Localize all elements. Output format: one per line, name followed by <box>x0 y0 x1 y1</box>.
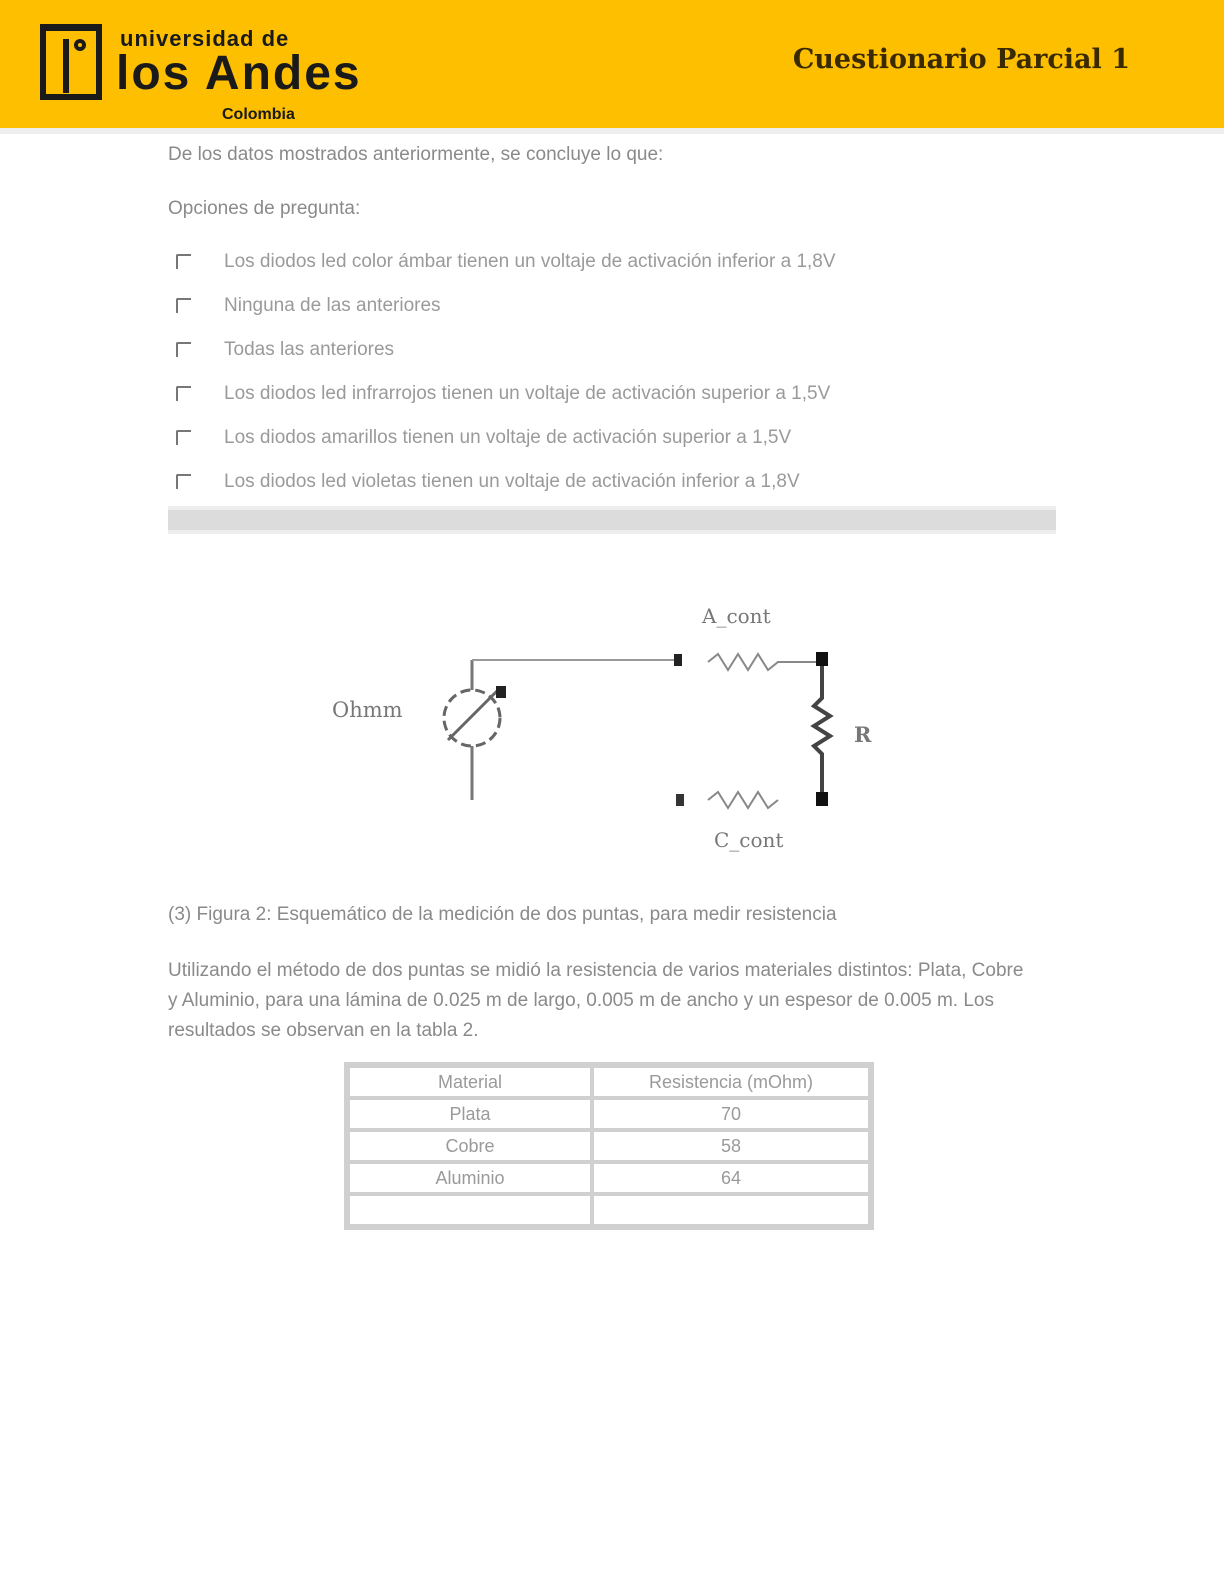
logo-line-1: universidad de <box>120 26 290 51</box>
logo-line-2: los Andes <box>116 47 362 100</box>
bottom-contact-resistance <box>708 792 778 808</box>
label-r: R <box>854 722 872 747</box>
terminal-bottom-right <box>816 792 828 806</box>
document-title: Cuestionario Parcial 1 <box>792 44 1130 75</box>
label-c-cont: C_cont <box>714 828 784 852</box>
table-cell: Plata <box>348 1098 592 1130</box>
radio-icon[interactable] <box>176 298 191 313</box>
ohmmeter-arrow <box>448 690 498 740</box>
terminal-bottom-left <box>676 794 684 806</box>
page-header <box>0 0 1224 134</box>
answer-option-label: Los diodos led color ámbar tienen un voltaje de activación inferior a 1,8V <box>224 251 836 272</box>
radio-icon[interactable] <box>176 474 191 489</box>
results-table-wrapper <box>344 1062 874 1230</box>
circuit-figure <box>320 590 920 870</box>
circuit-diagram <box>320 590 920 870</box>
table-cell: Cobre <box>348 1130 592 1162</box>
section-divider <box>168 506 1056 534</box>
answer-option-label: Todas las anteriores <box>224 339 395 360</box>
answer-options <box>170 248 1030 512</box>
radio-icon[interactable] <box>176 342 191 357</box>
label-ohmmeter: Ohmm <box>332 698 403 722</box>
table-cell: 58 <box>592 1130 870 1162</box>
terminal-top-right <box>816 652 828 666</box>
options-label: Opciones de pregunta: <box>168 198 361 219</box>
answer-option[interactable] <box>170 424 1030 468</box>
ohmmeter-arrow-head <box>496 686 506 698</box>
table-header-row <box>348 1066 870 1098</box>
column-header-resistance: Resistencia (mOhm) <box>592 1066 870 1098</box>
logo-line-3: Colombia <box>222 106 295 123</box>
results-table <box>344 1062 874 1230</box>
answer-option[interactable] <box>170 380 1030 424</box>
answer-option-label: Los diodos led infrarrojos tienen un voltaje de activación superior a 1,5V <box>224 383 831 404</box>
resistor-r <box>814 666 830 792</box>
answer-option-label: Los diodos led violetas tienen un voltaje de activación inferior a 1,8V <box>224 471 800 492</box>
label-a-cont: A_cont <box>702 604 771 628</box>
table-cell <box>592 1194 870 1226</box>
terminal-top-left <box>674 654 682 666</box>
table-cell: 70 <box>592 1098 870 1130</box>
table-row <box>348 1194 870 1226</box>
university-logo <box>40 22 362 128</box>
logo-mark-icon <box>40 24 102 100</box>
answer-option[interactable] <box>170 336 1030 380</box>
table-cell <box>348 1194 592 1226</box>
body-paragraph: Utilizando el método de dos puntas se midió la resistencia de varios materiales distintos: Plata, Cobre y Aluminio, para una lámina de 0.025 m de largo, 0.005 m de ancho y un espesor de 0.005 m. Los resultados se observan en la tabla 2. <box>168 960 1024 1041</box>
answer-option-label: Ninguna de las anteriores <box>224 295 441 316</box>
figure-caption: (3) Figura 2: Esquemático de la medición de dos puntas, para medir resistencia <box>168 904 837 925</box>
table-cell: Aluminio <box>348 1162 592 1194</box>
table-row <box>348 1098 870 1130</box>
table-row <box>348 1162 870 1194</box>
answer-option-label: Los diodos amarillos tienen un voltaje de activación superior a 1,5V <box>224 427 792 448</box>
radio-icon[interactable] <box>176 430 191 445</box>
radio-icon[interactable] <box>176 254 191 269</box>
top-contact-resistance <box>708 654 818 670</box>
column-header-material: Material <box>348 1066 592 1098</box>
intro-sentence: De los datos mostrados anteriormente, se concluye lo que: <box>168 144 664 165</box>
answer-option[interactable] <box>170 248 1030 292</box>
answer-option[interactable] <box>170 292 1030 336</box>
radio-icon[interactable] <box>176 386 191 401</box>
table-cell: 64 <box>592 1162 870 1194</box>
table-row <box>348 1130 870 1162</box>
